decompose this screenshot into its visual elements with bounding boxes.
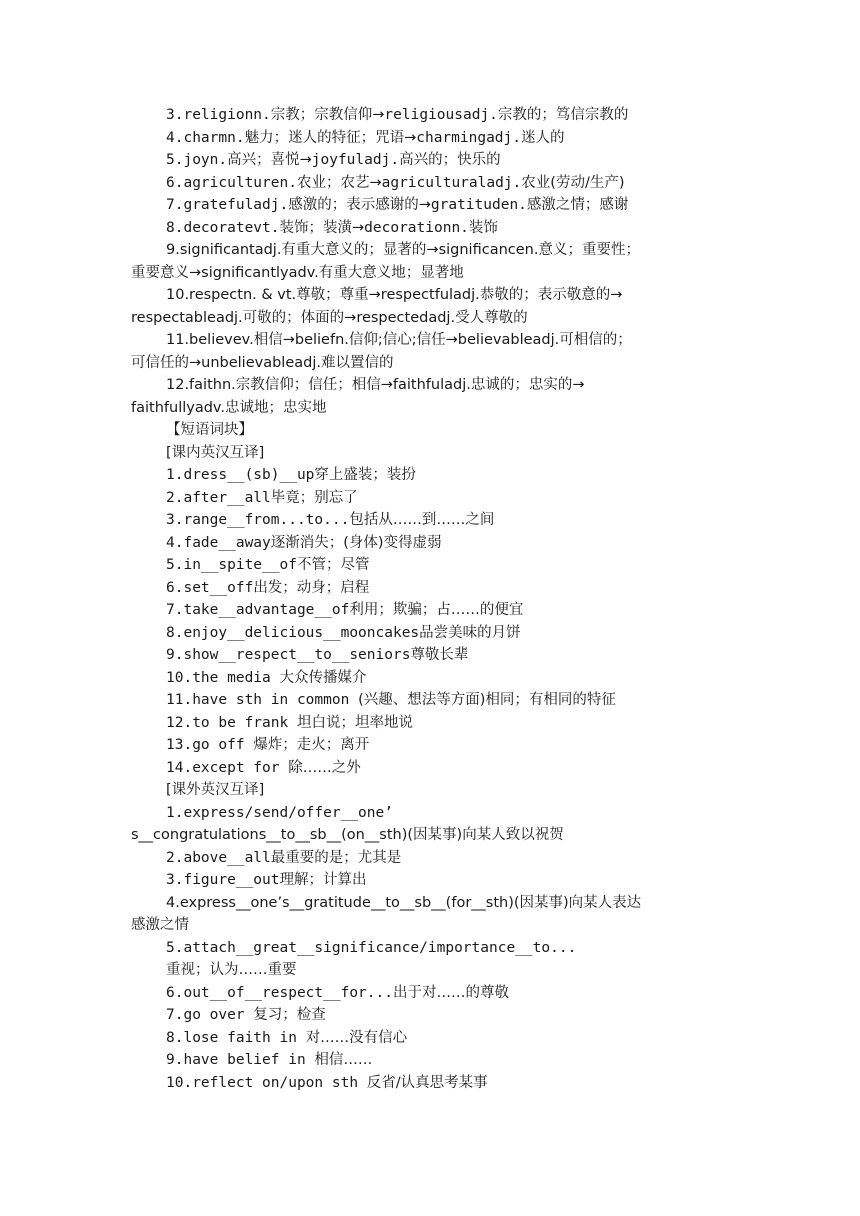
phrase-item: 6.out__of__respect__for...出于对……的尊敬 [166,984,509,1001]
vocab-item: 3.religionn.宗教；宗教信仰→religiousadj.宗教的；笃信宗教的 [166,107,629,123]
phrase-item: 7.go over 复习；检查 [166,1007,326,1023]
phrase-item: 12.to be frank 坦白说；坦率地说 [166,714,413,731]
vocab-item: 5.joyn.高兴；喜悦→joyfuladj.高兴的；快乐的 [166,152,501,168]
phrase-item: 1.dress__(sb)__up穿上盛装；装扮 [166,467,416,483]
phrase-item: 2.after__all毕竟；别忘了 [166,489,358,506]
phrase-item: 2.above__all最重要的是；尤其是 [166,849,402,866]
phrase-item: 3.range__from...to...包括从……到……之间 [166,512,495,528]
vocab-item: 10.respectn. & vt.尊敬；尊重→respectfuladj.恭敬的；表示敬意的→ respectableadj.可敬的；体面的→respectedadj.受人尊敬的 [131,287,623,326]
vocab-item: 11.believev.相信→beliefn.信仰;信心;信任→believableadj.可相信的； 可信任的→unbelievableadj.难以置信的 [131,332,632,371]
vocab-item: 6.agriculturen.农业；农艺→agriculturaladj.农业(劳动/生产) [166,174,625,191]
phrase-item: 9.have belief in 相信…… [166,1052,373,1068]
document-page [131,104,741,1094]
section-title: 【短语词块】 [166,422,253,438]
phrase-item: 9.show__respect__to__seniors尊敬长辈 [166,647,469,663]
phrase-item: 7.take__advantage__of利用；欺骗；占……的便宜 [166,602,524,618]
vocab-item: 8.decoratevt.装饰；装潢→decorationn.装饰 [166,219,498,236]
phrase-item: 4.fade__away逐渐消失；(身体)变得虚弱 [166,534,442,551]
phrase-item: 5.in__spite__of不管；尽管 [166,557,370,573]
phrase-item: 4.express__one’s__gratitude__to__sb__(for__sth)(因某事)向某人表达 感激之情 [131,894,642,933]
phrase-item: 8.enjoy__delicious__mooncakes品尝美味的月饼 [166,624,521,641]
subsection-title: [课内英汉互译] [166,444,265,461]
phrase-item: 5.attach__great__significance/importance__to... 重视；认为……重要 [166,939,577,978]
vocab-item: 12.faithn.宗教信仰；信任；相信→faithfuladj.忠诚的；忠实的→ faithfullyadv.忠诚地；忠实地 [131,377,585,416]
phrase-item: 10.reflect on/upon sth 反省/认真思考某事 [166,1074,488,1091]
phrase-item: 8.lose faith in 对……没有信心 [166,1029,408,1046]
phrase-item: 14.except for 除……之外 [166,759,361,776]
phrase-item: 6.set__off出发；动身；启程 [166,579,370,596]
phrase-item: 10.the media 大众传播媒介 [166,669,367,686]
phrase-item: 11.have sth in common (兴趣、想法等方面)相同；有相同的特征 [166,692,616,708]
vocab-item: 4.charmn.魅力；迷人的特征；咒语→charmingadj.迷人的 [166,129,565,146]
vocab-item: 9.significantadj.有重大意义的；显著的→significancen.意义；重要性； 重要意义→significantlyadv.有重大意义地；显著地 [131,242,640,281]
subsection-title: [课外英汉互译] [166,782,265,798]
phrase-item: 3.figure__out理解；计算出 [166,872,367,888]
vocab-item: 7.gratefuladj.感激的；表示感谢的→gratituden.感激之情；感谢 [166,197,629,213]
phrase-item: 1.express/send/offer__one’ s__congratulations__to__sb__(on__sth)(因某事)向某人致以祝贺 [131,804,564,843]
phrase-item: 13.go off 爆炸；走火；离开 [166,737,370,753]
